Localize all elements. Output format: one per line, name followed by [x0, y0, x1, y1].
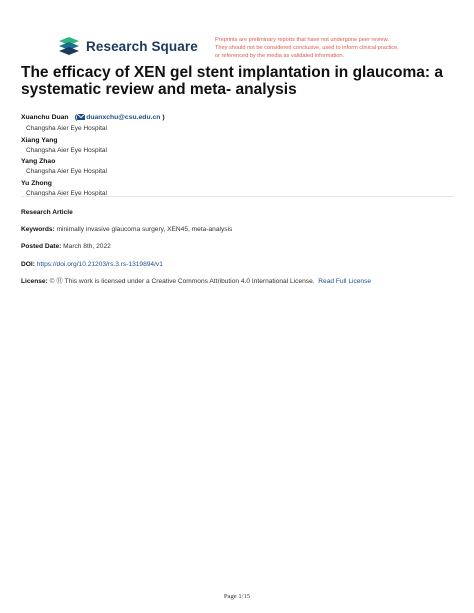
- author-name: Xiang Yang: [21, 136, 58, 144]
- author-name: Xuanchu Duan: [21, 114, 69, 121]
- keywords-label: Keywords:: [21, 226, 55, 233]
- research-square-logo-icon: [57, 37, 81, 55]
- keywords-row: [21, 225, 461, 234]
- article-type: Research Article: [21, 209, 73, 216]
- page-number: Page 1/15: [223, 593, 251, 600]
- paper-title: The efficacy of XEN gel stent implantation in glaucoma: a systematic review and meta- analysis: [21, 64, 444, 98]
- author-entry: [21, 136, 451, 156]
- author-entry: Xuanchu Duan ( duanxchu@csu.edu.cn ) Changsha Aier Eye Hospital: [21, 106, 451, 134]
- doi-link[interactable]: https://doi.org/10.21203/rs.3.rs-1319894/v1: [36, 261, 163, 268]
- author-affiliation: Changsha Aier Eye Hospital: [26, 125, 107, 132]
- author-name: Yu Zhong: [21, 179, 52, 187]
- posted-date-label: Posted Date:: [21, 243, 62, 250]
- mail-icon: [77, 114, 85, 120]
- author-affiliation: Changsha Aier Eye Hospital: [26, 168, 107, 175]
- author-affiliation: Changsha Aier Eye Hospital: [26, 146, 107, 154]
- research-square-logo[interactable]: [57, 37, 198, 55]
- doi-row: [21, 260, 461, 269]
- brand-name: Research Square: [86, 38, 198, 54]
- keywords-value: minimally invasive glaucoma surgery, XEN45, meta-analysis: [56, 226, 233, 233]
- license-label: License:: [21, 278, 48, 285]
- author-entry: [21, 157, 451, 177]
- author-list: [21, 106, 451, 200]
- license-row: [21, 277, 461, 286]
- author-affiliation: Changsha Aier Eye Hospital: [26, 189, 107, 197]
- header: [0, 0, 474, 70]
- posted-date-row: [21, 242, 461, 251]
- preprint-disclaimer: Preprints are preliminary reports that have not undergone peer review. They should not be considered conclusive, used to inform clinical practice, or referenced by the media as validated information.: [215, 37, 399, 59]
- creative-commons-icons: © Ⓗ: [49, 278, 63, 285]
- posted-date-value: March 8th, 2022: [63, 243, 111, 250]
- author-email-link[interactable]: duanxchu@csu.edu.cn: [86, 114, 161, 121]
- license-text: This work is licensed under a Creative Commons Attribution 4.0 International License.: [64, 278, 315, 285]
- section-divider: [21, 196, 453, 197]
- doi-label: DOI:: [21, 261, 35, 268]
- author-name: Yang Zhao: [21, 158, 56, 165]
- read-full-license-link[interactable]: Read Full License: [318, 278, 372, 285]
